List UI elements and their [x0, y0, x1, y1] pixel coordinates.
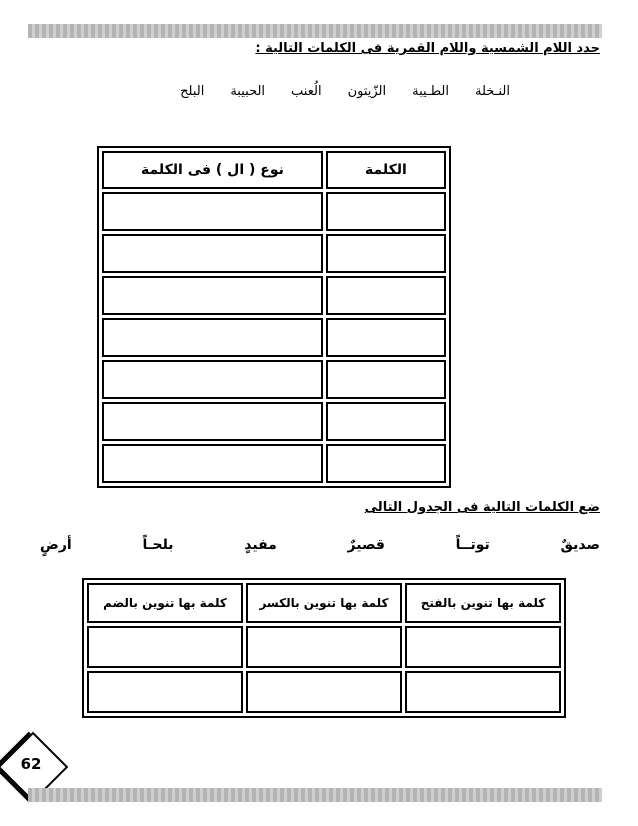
answer-cell[interactable] — [326, 276, 446, 315]
word-item: البلح — [180, 84, 205, 99]
header-lam-type: نوع ( ال ) فى الكلمة — [102, 151, 323, 189]
answer-cell[interactable] — [102, 444, 323, 483]
table-row — [102, 360, 446, 399]
word-item: الطـيبة — [412, 84, 450, 99]
answer-cell[interactable] — [102, 318, 323, 357]
word-item: أرضٍ — [40, 537, 72, 553]
word-item: قصيرٌ — [347, 537, 385, 553]
table-row — [87, 626, 561, 668]
word-item: الحبيبة — [230, 84, 266, 99]
answer-cell[interactable] — [326, 402, 446, 441]
table-row — [102, 318, 446, 357]
exercise2-word-list — [40, 537, 600, 553]
answer-cell[interactable] — [405, 671, 561, 713]
answer-cell[interactable] — [326, 318, 446, 357]
page-number: 62 — [20, 755, 42, 773]
exercise1-word-list — [180, 84, 510, 99]
header-tanween-damm: كلمة بها تنوين بالضم — [87, 583, 243, 623]
answer-cell[interactable] — [87, 671, 243, 713]
answer-cell[interactable] — [102, 234, 323, 273]
table-row — [102, 192, 446, 231]
answer-cell[interactable] — [102, 276, 323, 315]
table-row — [102, 402, 446, 441]
word-item: الزّيتون — [347, 84, 387, 99]
tanween-table — [82, 578, 566, 718]
answer-cell[interactable] — [246, 626, 402, 668]
top-decorative-band — [28, 24, 602, 38]
header-word: الكلمة — [326, 151, 446, 189]
header-tanween-fath: كلمة بها تنوين بالفتح — [405, 583, 561, 623]
word-item: صديقٌ — [560, 537, 600, 553]
answer-cell[interactable] — [102, 402, 323, 441]
answer-cell[interactable] — [87, 626, 243, 668]
word-item: توتــاً — [455, 537, 490, 553]
answer-cell[interactable] — [326, 360, 446, 399]
table-header-row — [102, 151, 446, 189]
table-row — [102, 234, 446, 273]
table-header-row — [87, 583, 561, 623]
bottom-decorative-band — [28, 788, 602, 802]
table-row — [102, 276, 446, 315]
answer-cell[interactable] — [405, 626, 561, 668]
lam-type-table — [97, 146, 451, 488]
header-tanween-kasr: كلمة بها تنوين بالكسر — [246, 583, 402, 623]
word-item: الُعنب — [291, 84, 322, 99]
word-item: بلحـاً — [142, 537, 174, 553]
answer-cell[interactable] — [102, 192, 323, 231]
word-item: النـخلة — [475, 84, 510, 99]
word-item: مفيدٍ — [244, 537, 277, 553]
answer-cell[interactable] — [326, 444, 446, 483]
answer-cell[interactable] — [326, 192, 446, 231]
table-row — [87, 671, 561, 713]
answer-cell[interactable] — [326, 234, 446, 273]
exercise1-instruction: حدد اللام الشمسية واللام القمرية فى الكلمات التالية : — [255, 41, 600, 56]
answer-cell[interactable] — [246, 671, 402, 713]
answer-cell[interactable] — [102, 360, 323, 399]
exercise2-instruction: ضع الكلمات التالية فى الجدول التالى — [364, 500, 600, 515]
table-row — [102, 444, 446, 483]
